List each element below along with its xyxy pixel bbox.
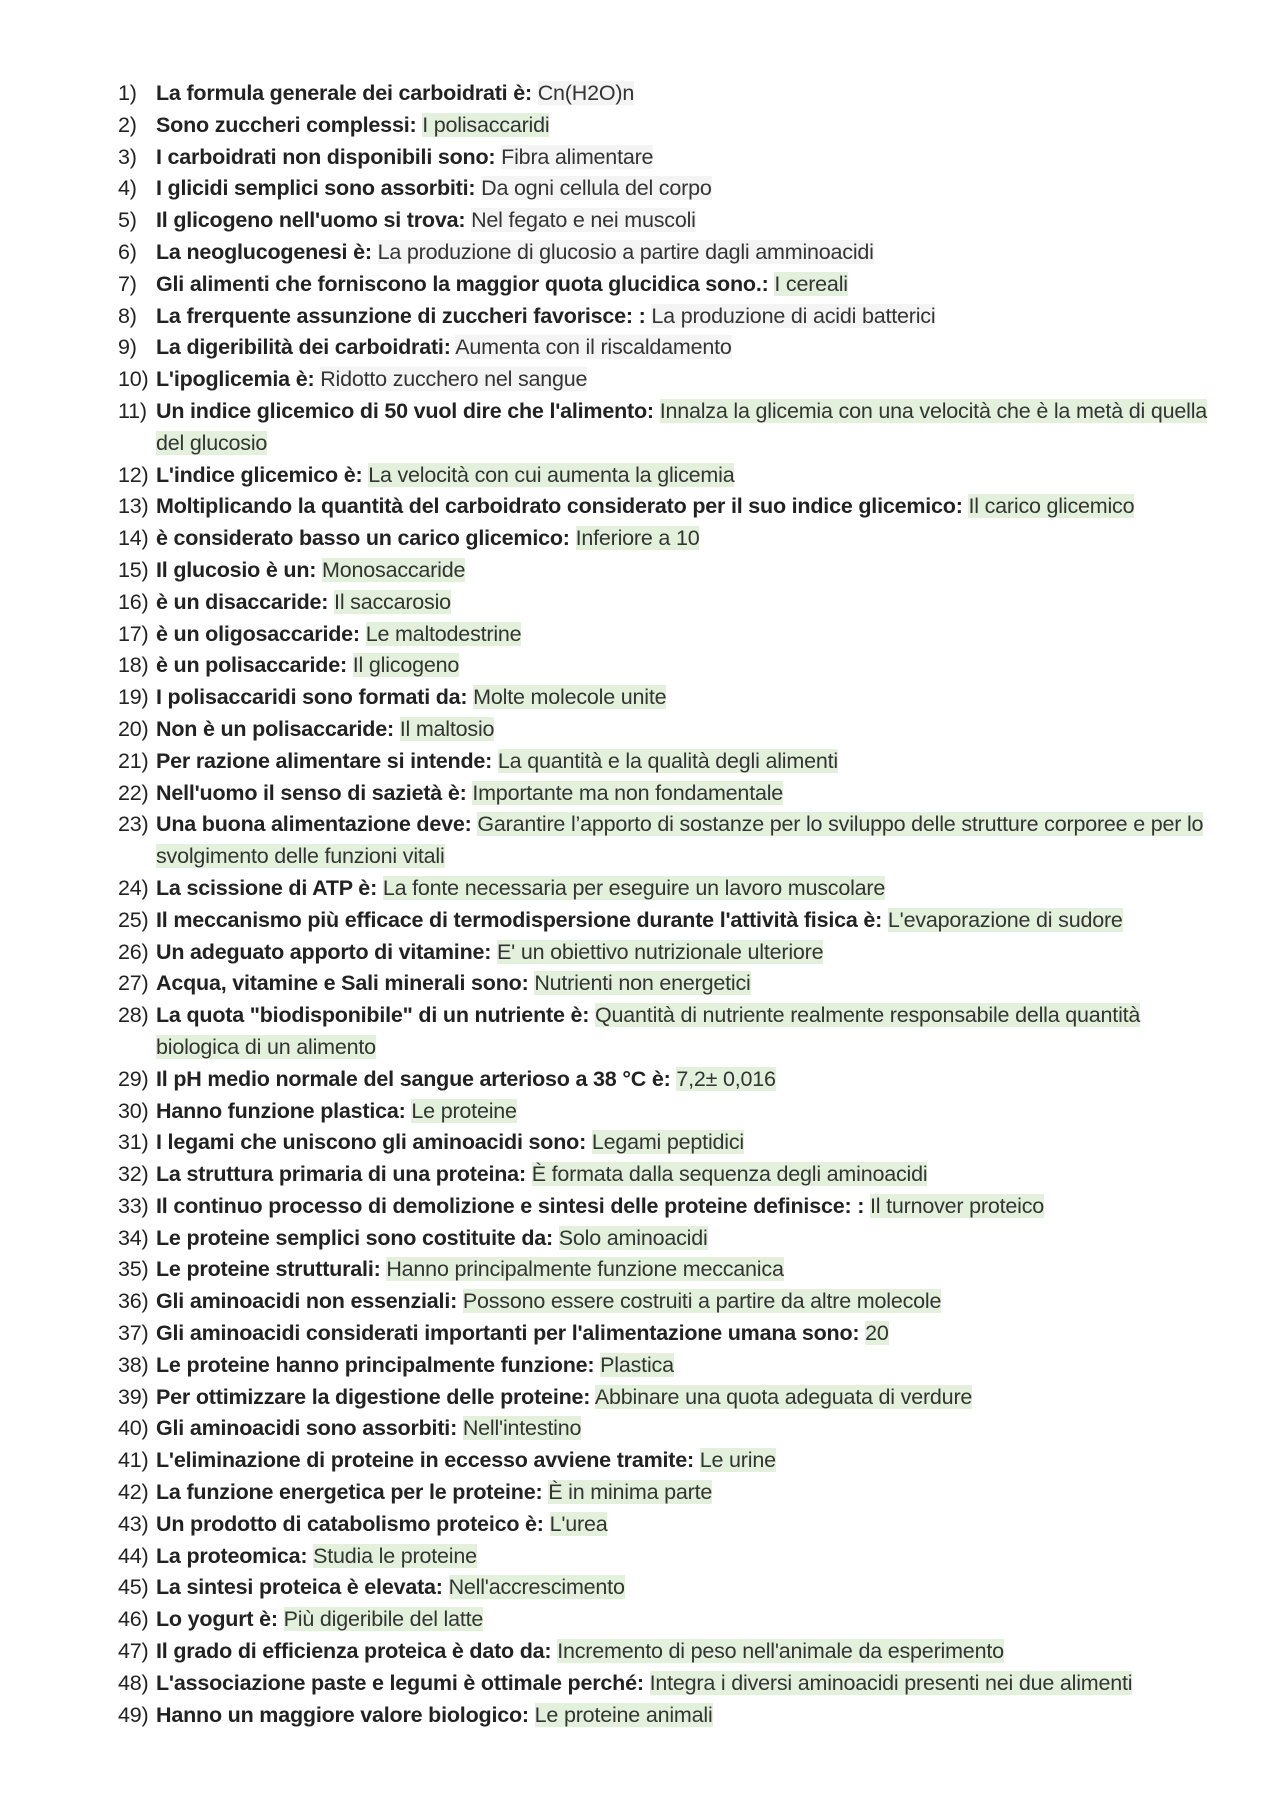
list-item <box>118 142 1210 174</box>
answer-text: Da ogni cellula del corpo <box>481 176 712 201</box>
answer-text: Integra i diversi aminoacidi presenti nei due alimenti <box>649 1670 1133 1695</box>
list-item <box>118 1509 1210 1541</box>
question-text: Gli aminoacidi non essenziali: <box>156 1289 458 1314</box>
item-number: 29) <box>118 1066 149 1091</box>
item-number: 26) <box>118 939 149 964</box>
answer-text: Garantire l’apporto di sostanze per lo sviluppo delle strutture corporee e per lo svolgimento delle funzioni vitali <box>156 812 1204 869</box>
list-item <box>118 1541 1210 1573</box>
item-number: 21) <box>118 748 149 773</box>
item-body <box>156 523 1210 555</box>
answer-text: L'urea <box>549 1511 608 1536</box>
item-body <box>156 968 1210 1000</box>
list-item <box>118 301 1210 333</box>
item-number: 38) <box>118 1352 149 1377</box>
item-number: 20) <box>118 716 149 741</box>
item-body <box>156 778 1210 810</box>
item-body <box>156 1127 1210 1159</box>
answer-text: 7,2± 0,016 <box>676 1066 776 1091</box>
answer-text: Le urine <box>699 1448 776 1473</box>
answer-text: Ridotto zucchero nel sangue <box>320 367 588 392</box>
item-body <box>156 650 1210 682</box>
answer-text: Nutrienti non energetici <box>534 971 751 996</box>
question-text: La digeribilità dei carboidrati: <box>156 335 451 360</box>
item-body <box>156 332 1210 364</box>
item-body <box>156 1668 1210 1700</box>
answer-text: Le maltodestrine <box>365 621 522 646</box>
question-text: L'associazione paste e legumi è ottimale perché: <box>156 1670 644 1695</box>
answer-text: I cereali <box>774 271 848 296</box>
answer-text: Legami peptidici <box>591 1130 744 1155</box>
item-body <box>156 809 1210 873</box>
item-body <box>156 587 1210 619</box>
list-item <box>118 873 1210 905</box>
question-text: La formula generale dei carboidrati è: <box>156 81 532 105</box>
question-text: La quota "biodisponibile" di un nutriente è: <box>156 1003 590 1028</box>
list-item <box>118 1064 1210 1096</box>
item-body <box>156 1254 1210 1286</box>
list-item <box>118 1445 1210 1477</box>
answer-text: Incremento di peso nell'animale da esperimento <box>557 1639 1004 1664</box>
answer-text: Innalza la glicemia con una velocità che è la metà di quella del glucosio <box>156 398 1208 455</box>
item-body <box>156 301 1210 333</box>
list-item <box>118 364 1210 396</box>
list-item <box>118 1604 1210 1636</box>
question-text: Gli alimenti che forniscono la maggior quota glucidica sono.: <box>156 271 769 296</box>
question-text: Il pH medio normale del sangue arterioso a 38 °C è: <box>156 1066 671 1091</box>
question-text: Un prodotto di catabolismo proteico è: <box>156 1511 544 1536</box>
item-number: 37) <box>118 1321 149 1346</box>
question-text: Per razione alimentare si intende: <box>156 748 493 773</box>
item-number: 40) <box>118 1416 149 1441</box>
item-number: 23) <box>118 812 149 837</box>
answer-text: Aumenta con il riscaldamento <box>455 335 732 360</box>
item-body <box>156 873 1210 905</box>
list-item <box>118 1700 1210 1732</box>
answer-text: Hanno principalmente funzione meccanica <box>386 1257 784 1282</box>
item-number: 44) <box>118 1543 149 1568</box>
list-item <box>118 78 1210 110</box>
list-item <box>118 555 1210 587</box>
item-body <box>156 460 1210 492</box>
item-body <box>156 1318 1210 1350</box>
answer-text: Possono essere costruiti a partire da altre molecole <box>462 1289 942 1314</box>
question-text: Il meccanismo più efficace di termodispersione durante l'attività fisica è: <box>156 907 883 932</box>
list-item <box>118 1191 1210 1223</box>
item-number: 42) <box>118 1480 149 1505</box>
item-number: 3) <box>118 144 137 169</box>
answer-text: Nell'accrescimento <box>448 1575 625 1600</box>
list-item <box>118 205 1210 237</box>
item-number: 25) <box>118 907 149 932</box>
item-number: 47) <box>118 1639 149 1664</box>
answer-text: I polisaccaridi <box>422 112 550 137</box>
item-body <box>156 619 1210 651</box>
item-number: 5) <box>118 208 137 233</box>
question-text: è un polisaccaride: <box>156 653 347 678</box>
question-text: La proteomica: <box>156 1543 308 1568</box>
answer-text: Le proteine <box>411 1098 517 1123</box>
item-number: 9) <box>118 335 137 360</box>
list-item <box>118 1127 1210 1159</box>
question-text: Il grado di efficienza proteica è dato da: <box>156 1639 552 1664</box>
answer-text: Nel fegato e nei muscoli <box>471 208 696 233</box>
question-text: è considerato basso un carico glicemico: <box>156 526 570 551</box>
question-text: La scissione di ATP è: <box>156 875 378 900</box>
item-number: 36) <box>118 1289 149 1314</box>
item-number: 45) <box>118 1575 149 1600</box>
question-text: L'ipoglicemia è: <box>156 367 315 392</box>
question-text: è un oligosaccaride: <box>156 621 360 646</box>
item-number: 19) <box>118 685 149 710</box>
item-number: 49) <box>118 1702 149 1727</box>
question-text: Le proteine semplici sono costituite da: <box>156 1225 553 1250</box>
question-text: Lo yogurt è: <box>156 1607 278 1632</box>
answer-text: Cn(H2O)n <box>537 81 635 105</box>
answer-text: Il saccarosio <box>334 589 451 614</box>
item-body <box>156 1350 1210 1382</box>
list-item <box>118 332 1210 364</box>
question-text: è un disaccaride: <box>156 589 329 614</box>
item-body <box>156 1413 1210 1445</box>
answer-text: Plastica <box>600 1352 674 1377</box>
answer-text: Abbinare una quota adeguata di verdure <box>594 1384 973 1409</box>
list-item <box>118 1636 1210 1668</box>
item-number: 32) <box>118 1162 149 1187</box>
item-body <box>156 937 1210 969</box>
item-number: 48) <box>118 1670 149 1695</box>
item-number: 8) <box>118 303 137 328</box>
item-number: 46) <box>118 1607 149 1632</box>
question-text: Hanno funzione plastica: <box>156 1098 406 1123</box>
list-item <box>118 746 1210 778</box>
item-body <box>156 78 1210 110</box>
item-body <box>156 1445 1210 1477</box>
item-body <box>156 1700 1210 1732</box>
answer-text: La quantità e la qualità degli alimenti <box>497 748 838 773</box>
item-number: 17) <box>118 621 149 646</box>
item-number: 13) <box>118 494 149 519</box>
list-item <box>118 1254 1210 1286</box>
answer-text: La produzione di acidi batterici <box>651 303 936 328</box>
item-body <box>156 173 1210 205</box>
answer-text: Il carico glicemico <box>968 494 1135 519</box>
question-text: La struttura primaria di una proteina: <box>156 1162 526 1187</box>
question-text: L'eliminazione di proteine in eccesso avviene tramite: <box>156 1448 694 1473</box>
question-text: La sintesi proteica è elevata: <box>156 1575 443 1600</box>
list-item <box>118 237 1210 269</box>
item-body <box>156 364 1210 396</box>
list-item <box>118 523 1210 555</box>
question-text: L'indice glicemico è: <box>156 462 363 487</box>
item-body <box>156 682 1210 714</box>
answer-text: Quantità di nutriente realmente responsabile della quantità biologica di un alimento <box>156 1003 1141 1059</box>
qa-list <box>118 78 1210 1731</box>
item-body <box>156 205 1210 237</box>
answer-text: Il maltosio <box>399 716 495 741</box>
item-number: 12) <box>118 462 149 487</box>
answer-text: 20 <box>865 1321 889 1346</box>
item-number: 6) <box>118 239 137 264</box>
list-item <box>118 1413 1210 1445</box>
item-number: 22) <box>118 780 149 805</box>
list-item <box>118 460 1210 492</box>
item-body <box>156 1382 1210 1414</box>
item-number: 14) <box>118 526 149 551</box>
item-body <box>156 555 1210 587</box>
item-body <box>156 1636 1210 1668</box>
question-text: Gli aminoacidi considerati importanti per l'alimentazione umana sono: <box>156 1321 860 1346</box>
item-body <box>156 269 1210 301</box>
question-text: Una buona alimentazione deve: <box>156 812 472 837</box>
list-item <box>118 905 1210 937</box>
question-text: Gli aminoacidi sono assorbiti: <box>156 1416 458 1441</box>
item-body <box>156 1159 1210 1191</box>
question-text: Il glucosio è un: <box>156 557 317 582</box>
list-item <box>118 1159 1210 1191</box>
question-text: Le proteine strutturali: <box>156 1257 381 1282</box>
list-item <box>118 714 1210 746</box>
question-text: Non è un polisaccaride: <box>156 716 394 741</box>
list-item <box>118 1477 1210 1509</box>
question-text: Per ottimizzare la digestione delle proteine: <box>156 1384 591 1409</box>
question-text: Moltiplicando la quantità del carboidrato considerato per il suo indice glicemico: <box>156 494 963 519</box>
list-item <box>118 1668 1210 1700</box>
item-body <box>156 142 1210 174</box>
answer-text: La fonte necessaria per eseguire un lavoro muscolare <box>382 875 886 900</box>
item-body <box>156 1541 1210 1573</box>
answer-text: Il glicogeno <box>352 653 460 678</box>
question-text: Sono zuccheri complessi: <box>156 112 417 137</box>
item-number: 27) <box>118 971 149 996</box>
item-number: 35) <box>118 1257 149 1282</box>
item-number: 34) <box>118 1225 149 1250</box>
list-item <box>118 173 1210 205</box>
list-item <box>118 778 1210 810</box>
answer-text: Più digeribile del latte <box>283 1607 484 1632</box>
item-body <box>156 1223 1210 1255</box>
answer-text: La velocità con cui aumenta la glicemia <box>368 462 735 487</box>
list-item <box>118 1350 1210 1382</box>
answer-text: Solo aminoacidi <box>558 1225 708 1250</box>
list-item <box>118 682 1210 714</box>
answer-text: Importante ma non fondamentale <box>472 780 784 805</box>
item-body <box>156 1191 1210 1223</box>
question-text: Un adeguato apporto di vitamine: <box>156 939 492 964</box>
item-body <box>156 1572 1210 1604</box>
item-number: 11) <box>118 398 147 423</box>
item-number: 18) <box>118 653 149 678</box>
item-body <box>156 110 1210 142</box>
list-item <box>118 110 1210 142</box>
question-text: I carboidrati non disponibili sono: <box>156 144 496 169</box>
item-body <box>156 746 1210 778</box>
list-item <box>118 491 1210 523</box>
item-number: 1) <box>118 81 137 105</box>
item-number: 24) <box>118 875 149 900</box>
item-number: 39) <box>118 1384 149 1409</box>
item-number: 28) <box>118 1003 149 1028</box>
list-item <box>118 1000 1210 1064</box>
answer-text: È in minima parte <box>548 1480 713 1505</box>
list-item <box>118 1096 1210 1128</box>
list-item <box>118 1382 1210 1414</box>
item-body <box>156 1477 1210 1509</box>
question-text: I glicidi semplici sono assorbiti: <box>156 176 476 201</box>
item-body <box>156 1286 1210 1318</box>
question-text: I legami che uniscono gli aminoacidi sono: <box>156 1130 587 1155</box>
question-text: Il continuo processo di demolizione e sintesi delle proteine definisce: : <box>156 1193 865 1218</box>
list-item <box>118 587 1210 619</box>
list-item <box>118 396 1210 460</box>
item-number: 10) <box>118 367 149 392</box>
question-text: Acqua, vitamine e Sali minerali sono: <box>156 971 529 996</box>
answer-text: Inferiore a 10 <box>575 526 700 551</box>
question-text: La neoglucogenesi è: <box>156 239 372 264</box>
question-text: Un indice glicemico di 50 vuol dire che l'alimento: <box>156 398 654 423</box>
answer-text: Studia le proteine <box>313 1543 477 1568</box>
list-item <box>118 619 1210 651</box>
item-number: 16) <box>118 589 149 614</box>
question-text: Il glicogeno nell'uomo si trova: <box>156 208 466 233</box>
question-text: Hanno un maggiore valore biologico: <box>156 1702 529 1727</box>
item-number: 41) <box>118 1448 149 1473</box>
answer-text: L'evaporazione di sudore <box>887 907 1123 932</box>
question-text: La funzione energetica per le proteine: <box>156 1480 543 1505</box>
answer-text: E' un obiettivo nutrizionale ulteriore <box>497 939 824 964</box>
list-item <box>118 1223 1210 1255</box>
item-number: 15) <box>118 557 149 582</box>
item-number: 2) <box>118 112 137 137</box>
item-body <box>156 491 1210 523</box>
question-text: Nell'uomo il senso di sazietà è: <box>156 780 467 805</box>
item-body <box>156 714 1210 746</box>
answer-text: Fibra alimentare <box>501 144 654 169</box>
list-item <box>118 968 1210 1000</box>
item-body <box>156 905 1210 937</box>
list-item <box>118 1286 1210 1318</box>
item-number: 4) <box>118 176 137 201</box>
item-body <box>156 1604 1210 1636</box>
answer-text: È formata dalla sequenza degli aminoacidi <box>531 1162 928 1187</box>
item-body <box>156 396 1210 460</box>
answer-text: Molte molecole unite <box>473 685 667 710</box>
question-text: Le proteine hanno principalmente funzione: <box>156 1352 595 1377</box>
item-number: 7) <box>118 271 137 296</box>
item-number: 43) <box>118 1511 149 1536</box>
item-body <box>156 1096 1210 1128</box>
item-body <box>156 1000 1210 1064</box>
item-body <box>156 1064 1210 1096</box>
item-number: 30) <box>118 1098 149 1123</box>
list-item <box>118 650 1210 682</box>
item-number: 33) <box>118 1193 149 1218</box>
item-body <box>156 237 1210 269</box>
item-number: 31) <box>118 1130 149 1155</box>
question-text: I polisaccaridi sono formati da: <box>156 685 468 710</box>
item-body <box>156 1509 1210 1541</box>
list-item <box>118 1572 1210 1604</box>
list-item <box>118 809 1210 873</box>
list-item <box>118 937 1210 969</box>
answer-text: Le proteine animali <box>534 1702 713 1727</box>
answer-text: Il turnover proteico <box>869 1193 1045 1218</box>
list-item <box>118 1318 1210 1350</box>
answer-text: Monosaccaride <box>322 557 466 582</box>
answer-text: Nell'intestino <box>462 1416 582 1441</box>
question-text: La frerquente assunzione di zuccheri favorisce: : <box>156 303 646 328</box>
list-item <box>118 269 1210 301</box>
answer-text: La produzione di glucosio a partire dagli amminoacidi <box>377 239 874 264</box>
